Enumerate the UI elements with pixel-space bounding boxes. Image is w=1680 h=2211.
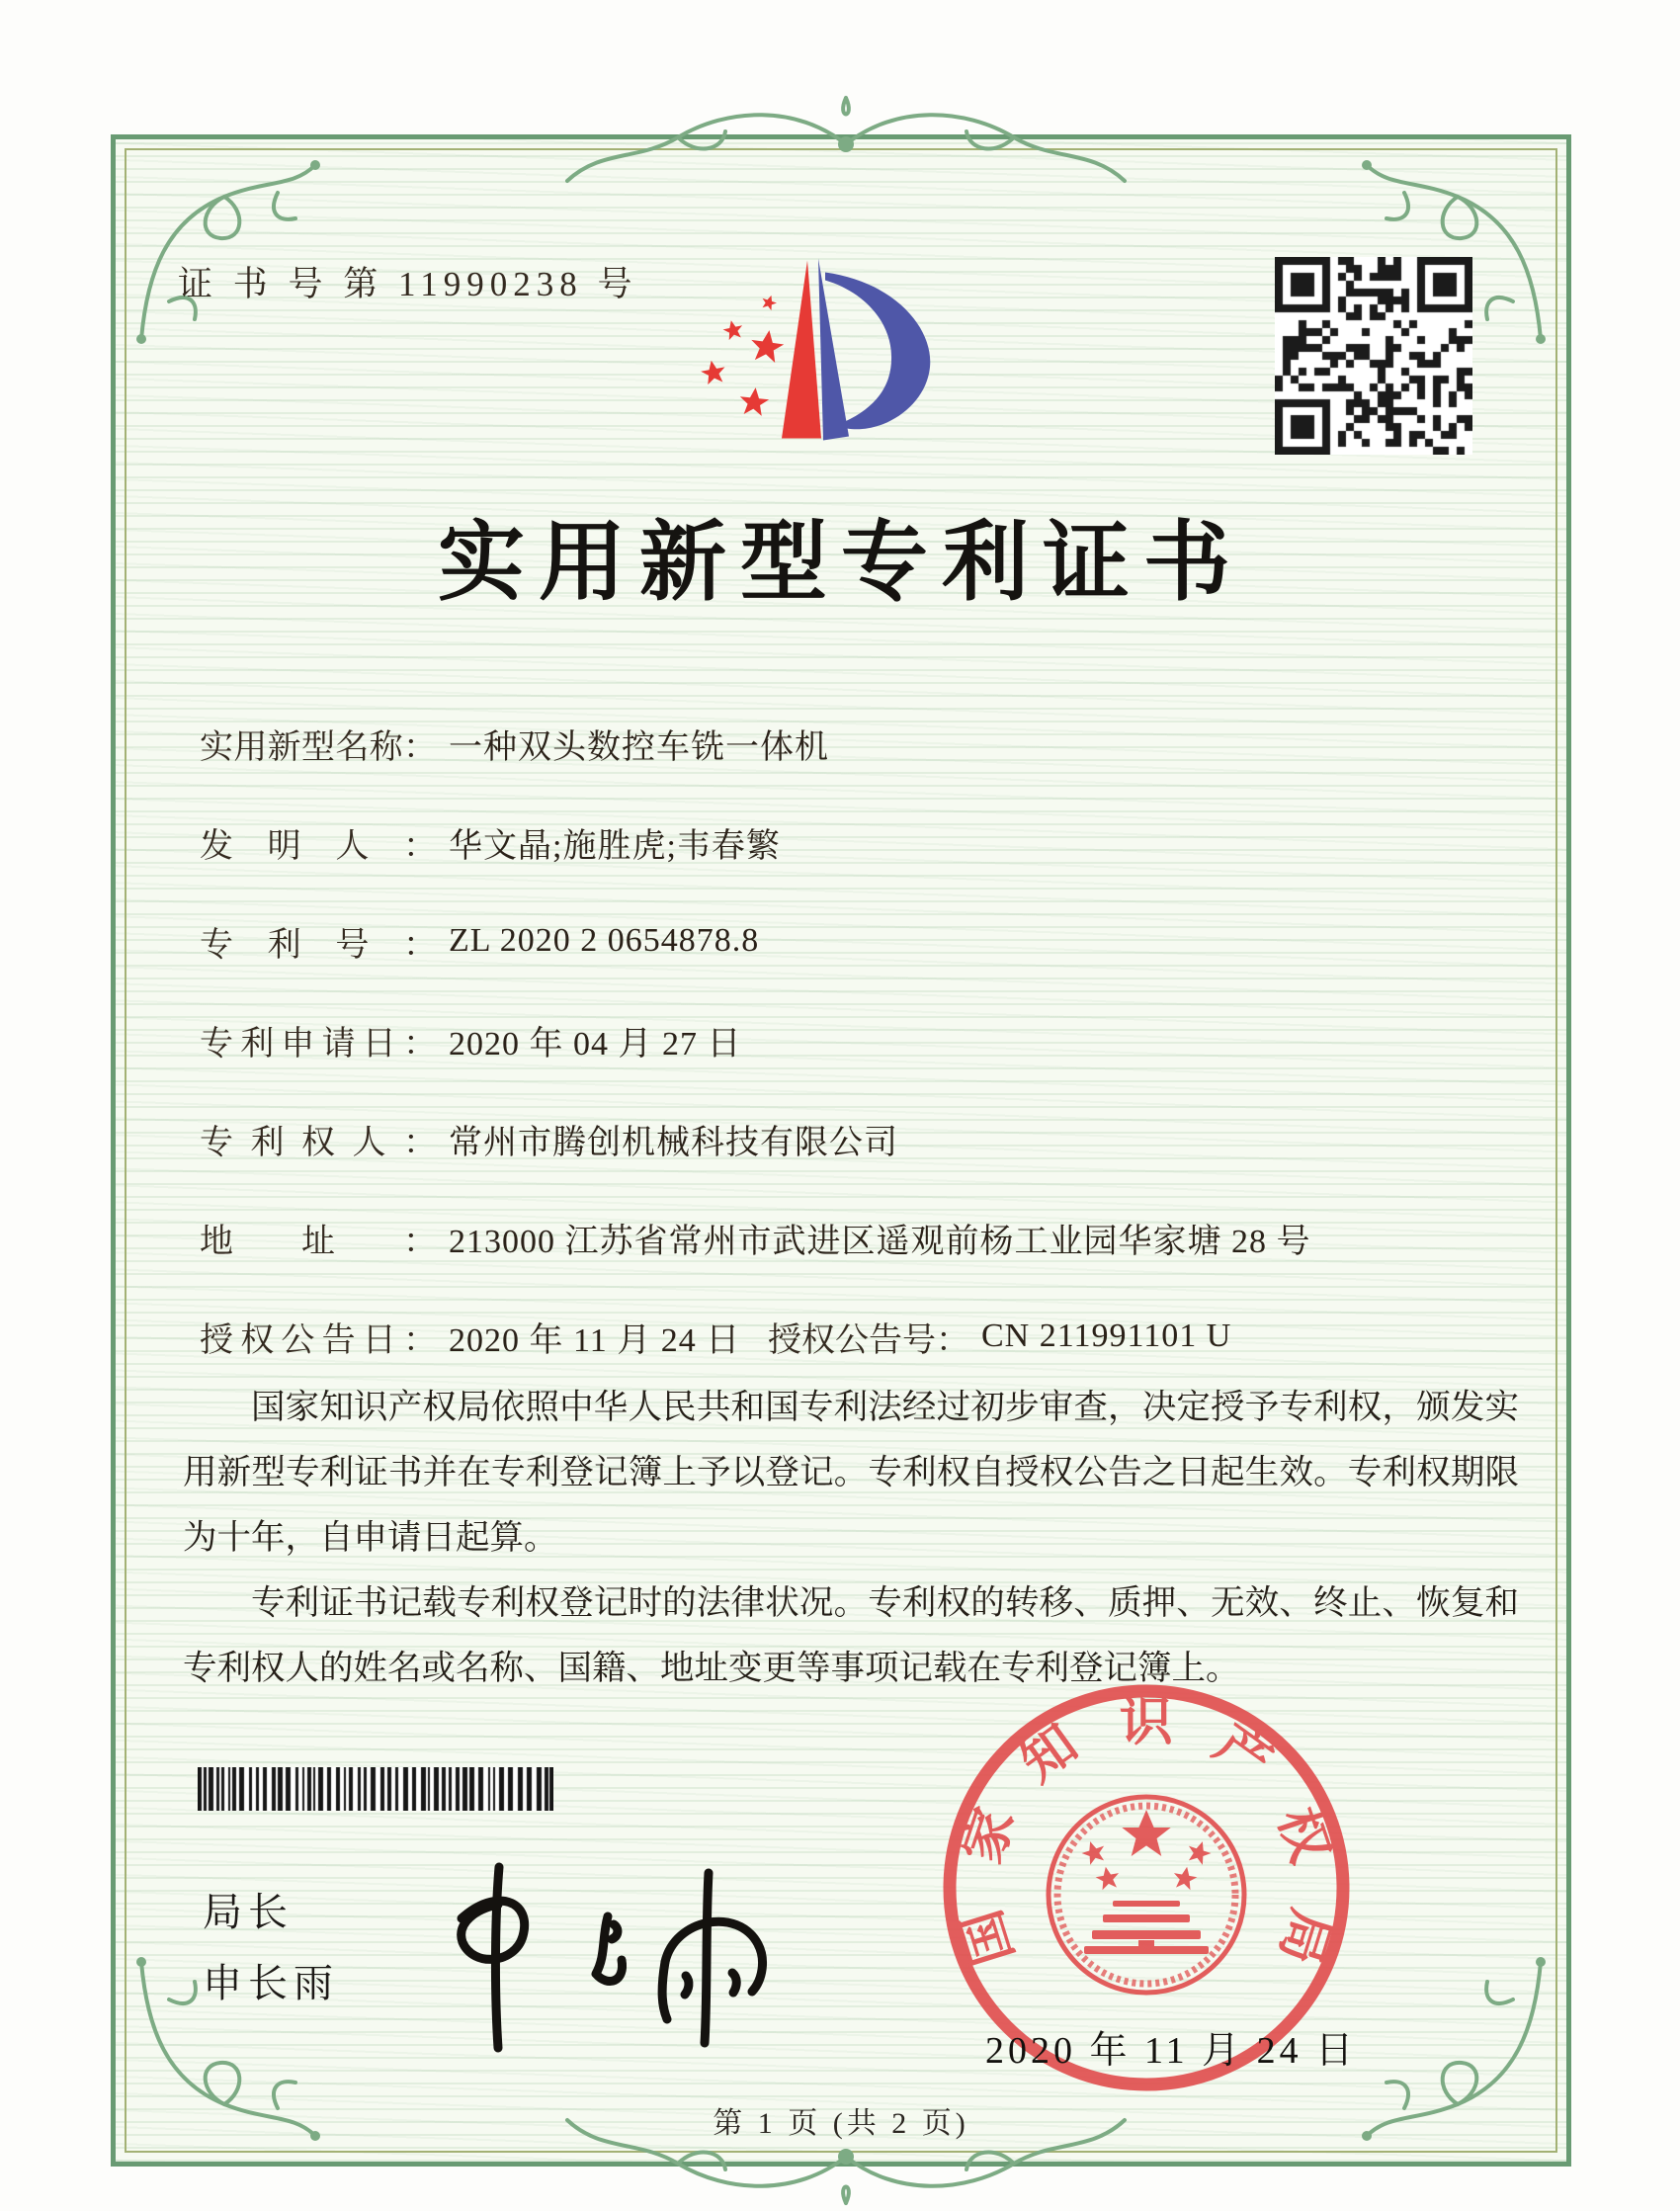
seal-org-text: 国家知识产权局 [951, 1692, 1342, 1972]
field-list [200, 694, 1514, 1386]
certificate-number: 证 书 号 第 11990238 号 [178, 265, 638, 303]
field-label: 授权公告日： [200, 1321, 437, 1359]
legal-paragraph-1: 国家知识产权局依照中华人民共和国专利法经过初步审查，决定授予专利权，颁发实用新型专利证书并在专利登记簿上予以登记。专利权自授权公告之日起生效。专利权期限为十年，自申请日起算。 [183, 1389, 1519, 1557]
field-value: CN 211991101 U [981, 1318, 1232, 1354]
legal-paragraph-2: 专利证书记载专利权登记时的法律状况。专利权的转移、质押、无效、终止、恢复和专利权人的姓名或名称、国籍、地址变更等事项记载在专利登记簿上。 [183, 1584, 1519, 1687]
field-label: 专利号： [200, 926, 437, 964]
officer-title: 局长 [203, 1891, 294, 1934]
field-row-utility-model-name [200, 694, 1514, 793]
field-label: 地址： [200, 1223, 437, 1260]
legal-text [183, 1375, 1519, 1701]
field-label: 专利申请日： [200, 1025, 437, 1063]
field-row-address [200, 1188, 1514, 1287]
certificate-frame [111, 134, 1571, 2167]
barcode [198, 1767, 553, 1811]
field-value: ZL 2020 2 0654878.8 [449, 922, 760, 959]
field-value: 华文晶;施胜虎;韦春繁 [449, 827, 781, 865]
field-value: 213000 江苏省常州市武进区遥观前杨工业园华家塘 28 号 [449, 1223, 1311, 1260]
seal-date: 2020 年 11 月 24 日 [985, 2030, 1358, 2072]
qr-code [1275, 257, 1472, 455]
field-value: 一种双头数控车铣一体机 [449, 728, 829, 766]
field-label: 实用新型名称： [200, 728, 437, 766]
field-value: 常州市腾创机械科技有限公司 [449, 1124, 898, 1161]
field-row-patent-number [200, 892, 1514, 990]
field-value: 2020 年 11 月 24 日 [449, 1321, 741, 1359]
page-footer: 第 1 页 (共 2 页) [713, 2107, 969, 2140]
top-center-ornament-icon [540, 90, 1152, 199]
commissioner-signature-icon [400, 1845, 865, 2073]
field-row-inventors [200, 793, 1514, 892]
cnipa-logo-icon [637, 228, 934, 480]
corner-ornament-icon [129, 153, 327, 351]
field-label: 授权公告号： [768, 1321, 969, 1359]
field-row-patentee [200, 1089, 1514, 1188]
field-label: 专利权人： [200, 1124, 437, 1161]
field-value: 2020 年 04 月 27 日 [449, 1025, 742, 1063]
field-label: 发明人： [200, 827, 437, 865]
officer-name: 申长雨 [203, 1962, 339, 2005]
certificate-title: 实用新型专利证书 [437, 516, 1244, 612]
field-row-grant [200, 1287, 1514, 1386]
field-row-filing-date [200, 990, 1514, 1089]
